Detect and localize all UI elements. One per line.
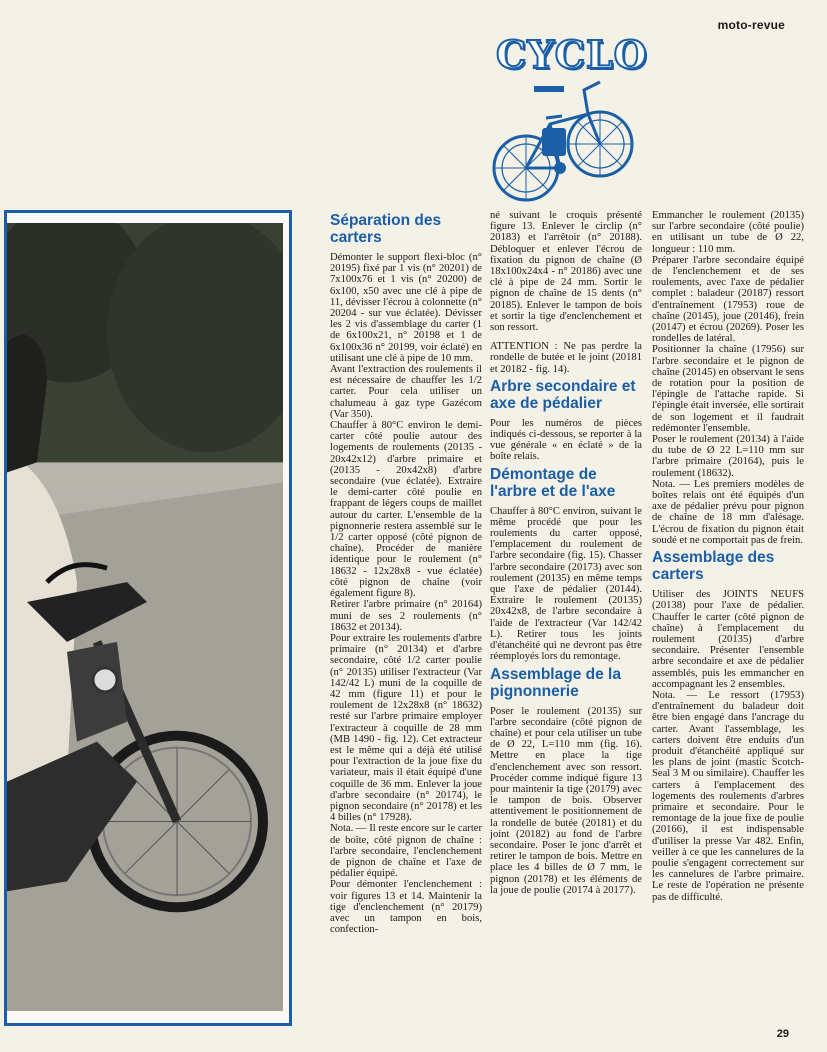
section-heading: Démontage de l'arbre et de l'axe [490,465,616,500]
article-column-1 [330,210,482,935]
paragraph: Préparer l'arbre secondaire équipé de l'enclenchement et de ses roulements, avec l'axe de pédalier complet : baladeur (20187) ressort d'entraînement (17953) roue de chaîne (20145), joue (20146), frein (20147) et écrou (20269). Poser les rondelles de latéral. [652,254,804,345]
paragraph: Avant l'extraction des roulements il est nécessaire de chauffer les 1/2 carter. Pour cela utiliser un chalumeau à gaz type Gazécom (Var 350). [330,364,482,420]
paragraph: Nota. — Le ressort (17953) d'entraînement du baladeur doit être bien engagé dans l'ancrage du carter. Avant l'assemblage, les carters doivent être enduits d'un produit d'étanchéité appliqué sur les plans de joint (mastic Scotch-Seal 3 M ou similaire). Chauffer les carters à l'emplacement des logements des roulements d'arbres primaire et secondaire. Pour le remontage de la joue fixe de poulie (20166), il est indispensable d'utiliser la presse Var 482. Enfin, veiller à ce que les cannelures de la poulie s'engagent correctement sur les cannelures de l'arbre primaire. Le reste de l'opération ne présente pas de difficulté. [652,689,804,903]
paragraph: Positionner la chaîne (17956) sur l'arbre secondaire et le pignon de chaîne (20145) en observant le sens de rotation pour la position de l'épingle de l'attache rapide. Si l'épingle était inversée, elle sortirait de son logement et il faudrait redémonter l'ensemble. [652,344,804,434]
paragraph: Pour extraire les roulements d'arbre primaire (n° 20134) et d'arbre secondaire, côté 1/2 carter poulie (n° 20135) utiliser l'extracteur (Var 142/42 L) muni de la coquille de 42 mm (figure 11) et pour le roulement de 12x28x8 (n° 18632) resté sur l'arbre primaire employer l'extracteur à coquille de 28 mm (MB 1490 - fig. 12). Cet extracteur est le même qui a déjà été utilisé pour l'extraction de la joue fixe du variateur, mais il était équipé d'une coquille de 36 mm. Enlever la joue d'arbre secondaire (n° 20174), le pignon secondaire (n° 20178) et les 4 billes (n° 17928). [330,632,482,824]
paragraph: Pour les numéros de pièces indiqués ci-dessous, se reporter à la vue générale « en éclaté » de la boîte relais. [490,417,642,463]
magazine-name: moto-revue [717,18,785,32]
section-heading: Arbre secondaire et axe de pédalier [490,377,636,412]
section-heading: Assemblage de la pignonnerie [490,665,621,700]
paragraph: Chauffer à 80°C environ le demi-carter côté poulie autour des logements de roulements (20135 - 20x42x12) d'arbre primaire et (20135 - 20x42x8) d'arbre secondaire (vue éclatée). Extraire le demi-carter côté poulie en frappant de légers coups de maillet autour du carter. L'ensemble de la pignonnerie restera assemblé sur le 1/2 carter opposé (côté pignon de chaîne). Procéder de manière identique pour le roulement (n° 18632 - 12x28x8 - vue éclatée) côté pignon de chaîne (voir également figure 8). [330,420,482,600]
article-column-3 [652,210,804,903]
paragraph: Nota. — Il reste encore sur le carter de boîte, côté pignon de chaîne : l'arbre secondaire, l'enclenchement de pignon de chaîne et l'axe de pédalier équipé. [330,823,482,880]
section-heading: Séparation des carters [330,212,442,246]
paragraph: Emmancher le roulement (20135) sur l'arbre secondaire (côté poulie) en utilisant un tube de Ø 22, longueur : 110 mm. [652,210,804,255]
moped-photo [4,210,292,1026]
paragraph: ATTENTION : Ne pas perdre la rondelle de butée et le joint (20181 et 20182 - fig. 14). [490,341,642,375]
paragraph: Poser le roulement (20135) sur l'arbre secondaire (côté pignon de chaîne) et pour cela utiliser un tube de Ø 22, L=110 mm (fig. 16). Mettre en place la tige d'enclenchement avec son ressort. Procéder comme indiqué figure 13 pour maintenir la tige (20179) avec le tampon de bois. Observer attentivement le positionnement de la rondelle de butée (20181) et du joint (20182) au fond de l'arbre secondaire. Poser le jonc d'arrêt et retirer le tampon de bois. Mettre en place les 4 billes de Ø 7 mm, le pignon (20178) et les éléments de la joue de poulie (20174 à 20177). [490,705,642,896]
page-number: 29 [776,1028,789,1040]
section-heading: Assemblage des carters [652,549,775,584]
paragraph: Démonter le support flexi-bloc (n° 20195) fixé par 1 vis (n° 20201) de 7x100x76 et 1 vis (n° 20200) de 6x100, x50 avec une clé à pipe de 11, dévisser l'écrou à colonnette (n° 20204 - sur vue éclatée). Dévisser les 2 vis d'assemblage du carter (1 de 6x100x21, n° 20198 et 1 de 6x100x36 n° 20199, voir éclaté) en utilisant une clé à pipe de 10 mm. [330,252,482,364]
paragraph: Pour démonter l'enclenchement : voir figures 13 et 14. Maintenir la tige d'enclenchement (n° 20179) avec un tampon en bois, confection- [330,879,482,936]
moped-photo-image [7,223,283,1011]
cyclo-logo [488,30,648,208]
logo-word: CYCLO [496,32,648,77]
paragraph: Retirer l'arbre primaire (n° 20164) muni de ses 2 roulements (n° 18632 et 20134). [330,599,482,633]
paragraph: Chauffer à 80°C environ, suivant le même procédé que pour les roulements du carter opposé, l'emplacement du roulement de l'arbre secondaire (fig. 15). Chasser l'arbre secondaire (20173) avec son roulement (20135) en même temps que l'axe de pédalier (20144). Extraire le roulement (20135) 20x42x8, de l'arbre secondaire à l'aide de l'extracteur (Var 142/42 L). Retirer tous les joints d'étanchéité qui ne devront pas être réemployés lors du remontage. [490,505,642,663]
paragraph: Nota. — Les premiers modèles de boîtes relais ont été équipés d'un axe de pédalier prévu pour pignon de chaîne de 18 mm d'alésage. L'écrou de fixation du pignon était soudé et ne comportait pas de frein. [652,478,804,546]
paragraph: Utiliser des JOINTS NEUFS (20138) pour l'axe de pédalier. Chauffer le carter (côté pignon de chaîne) à l'emplacement du roulement (20135) d'arbre secondaire. Présenter l'ensemble arbre secondaire et axe de pédalier assemblés, puis les emmancher en accompagnant les 2 ensembles. [652,589,804,690]
article-column-2 [490,210,642,896]
paragraph: né suivant le croquis présenté figure 13. Enlever le circlip (n° 20183) et l'arrêtoir (n° 20188). Débloquer et enlever l'écrou de fixation du pignon de chaîne (Ø 18x100x24x4 - n° 20186) avec une clé à pipe de 24 mm. Sortir le pignon de chaîne de 15 dents (n° 20185). Enlever le tampon de bois et sortir la tige d'enclenchement et son ressort. [490,210,642,334]
bicycle-icon [488,76,638,206]
paragraph: Poser le roulement (20134) à l'aide du tube de Ø 22 L=110 mm sur l'arbre primaire (20164), puis le roulement (18632). [652,434,804,479]
